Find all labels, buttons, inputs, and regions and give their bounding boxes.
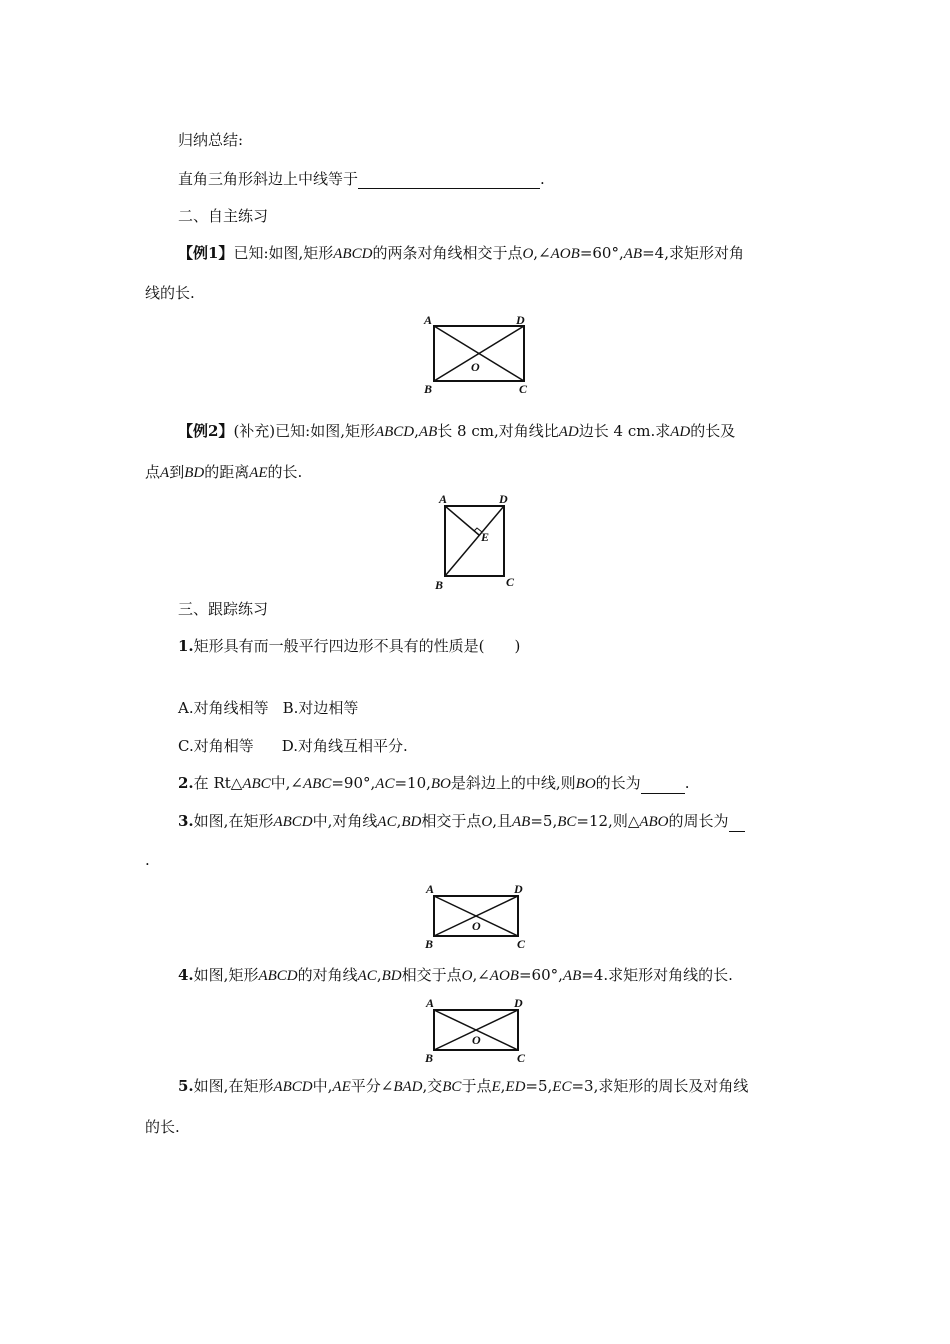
text: 的长. [267, 463, 303, 481]
text: 的距离 [204, 463, 250, 481]
text: 平分∠ [350, 1077, 394, 1095]
q1-options-row1 [178, 698, 358, 718]
text: 的周长为 [668, 812, 729, 830]
label-b: B [425, 937, 434, 951]
var: O [461, 968, 473, 984]
label-o: O [472, 919, 481, 933]
var: EC [552, 1079, 572, 1095]
var: AD [670, 424, 691, 440]
text: 如图,在矩形 [193, 812, 274, 830]
var: ABCD [273, 1079, 313, 1095]
q3-figure [422, 882, 532, 952]
text: , [414, 422, 419, 440]
summary-statement-end: . [540, 170, 545, 188]
text: =10, [394, 774, 431, 792]
q3-line2: . [145, 851, 150, 869]
text: =60°, [579, 244, 624, 262]
text: , [500, 1077, 506, 1095]
var: AB [512, 814, 531, 830]
var: ABC [303, 776, 332, 792]
q3-number: 3. [178, 812, 194, 830]
var: AC [375, 776, 395, 792]
text: , [376, 966, 382, 984]
label-c: C [506, 575, 515, 589]
text: 的两条对角线相交于点 [372, 244, 523, 262]
label-b: B [424, 382, 433, 396]
var: O [522, 246, 534, 262]
q1-option-b[interactable]: B.对边相等 [282, 699, 359, 717]
label-c: C [519, 382, 528, 396]
text: ,交 [422, 1077, 443, 1095]
text: . [684, 774, 690, 792]
text: 于点 [461, 1077, 492, 1095]
q1-option-c[interactable]: C.对角相等 [178, 737, 254, 755]
var: AE [332, 1079, 351, 1095]
var: AOB [550, 246, 580, 262]
label-d: D [499, 492, 508, 506]
q2-answer-blank[interactable] [641, 779, 685, 794]
var: AC [357, 968, 377, 984]
text: =4.求矩形对角线的长. [581, 966, 733, 984]
q2-stem [178, 773, 689, 794]
text: 的长及 [690, 422, 736, 440]
text: 如图,在矩形 [193, 1077, 274, 1095]
var: ABO [639, 814, 669, 830]
var: E [491, 1079, 501, 1095]
label-b: B [435, 578, 444, 592]
q4-stem [178, 965, 733, 986]
text: 中,∠ [270, 774, 303, 792]
text: ,∠ [533, 244, 551, 262]
text: ,∠ [472, 966, 490, 984]
q5-number: 5. [178, 1077, 194, 1095]
var: ABC [242, 776, 271, 792]
example1-tag: 【例1】 [178, 244, 234, 262]
var: BD [381, 968, 402, 984]
q1-number: 1. [178, 637, 194, 655]
summary-statement-text: 直角三角形斜边上中线等于 [178, 170, 359, 188]
label-a: A [439, 492, 448, 506]
example2-line1 [178, 421, 735, 442]
label-a: A [424, 313, 433, 327]
var: BAD [393, 1079, 423, 1095]
var: AOB [489, 968, 519, 984]
text: 的对角线 [297, 966, 358, 984]
var: AD [558, 424, 579, 440]
var: AB [562, 968, 582, 984]
label-o: O [472, 1033, 481, 1047]
q3-answer-blank[interactable] [729, 817, 745, 832]
var: BC [442, 1079, 462, 1095]
text: (补充)已知:如图,矩形 [233, 422, 375, 440]
label-e: E [481, 530, 490, 544]
label-o: O [471, 360, 480, 374]
var: A [160, 465, 170, 481]
text: 在 Rt△ [193, 774, 243, 792]
text: =90°, [331, 774, 376, 792]
label-d: D [514, 882, 523, 896]
text: 边长 4 cm.求 [578, 422, 671, 440]
text: , [396, 812, 402, 830]
var: BD [401, 814, 422, 830]
text: 如图,矩形 [193, 966, 259, 984]
text: =60°, [518, 966, 563, 984]
text: 中, [312, 1077, 333, 1095]
var: BO [430, 776, 451, 792]
example2-tag: 【例2】 [178, 422, 234, 440]
var: BD [184, 465, 205, 481]
example2-line2 [145, 462, 302, 483]
var: AB [623, 246, 643, 262]
label-c: C [517, 1051, 526, 1065]
text: 是斜边上的中线,则 [450, 774, 576, 792]
text: =3,求矩形的周长及对角线 [571, 1077, 749, 1095]
var: ABCD [273, 814, 313, 830]
var: O [481, 814, 493, 830]
var: AC [377, 814, 397, 830]
text: 相交于点 [401, 966, 462, 984]
q1-options-row2 [178, 736, 408, 756]
var: AB [418, 424, 438, 440]
text: 长 8 cm,对角线比 [437, 422, 559, 440]
var: ABCD [374, 424, 415, 440]
text: 到 [169, 463, 185, 481]
text: 已知:如图,矩形 [233, 244, 334, 262]
summary-heading: 归纳总结: [178, 131, 244, 149]
label-d: D [516, 313, 525, 327]
text: ,且 [492, 812, 512, 830]
var: AE [249, 465, 268, 481]
q4-figure [422, 996, 532, 1066]
text: 点 [145, 463, 161, 481]
var: ABCD [258, 968, 298, 984]
q1-stem [178, 636, 520, 656]
label-c: C [517, 937, 526, 951]
example1-line1 [178, 243, 744, 264]
label-d: D [514, 996, 523, 1010]
var: ED [505, 1079, 526, 1095]
text: =12,则△ [576, 812, 640, 830]
q4-number: 4. [178, 966, 194, 984]
text: =5, [530, 812, 558, 830]
label-a: A [426, 882, 435, 896]
text: 中,对角线 [312, 812, 378, 830]
q5-stem [178, 1076, 748, 1097]
example1-figure [420, 314, 540, 399]
label-a: A [426, 996, 435, 1010]
q5-line2: 的长. [145, 1118, 180, 1136]
q3-stem [178, 811, 745, 832]
var: BO [575, 776, 596, 792]
text: 相交于点 [421, 812, 482, 830]
diagonal-bd [445, 506, 504, 576]
text: 的长为 [595, 774, 641, 792]
example1-line2: 线的长. [145, 284, 195, 302]
text: =4,求矩形对角 [642, 244, 744, 262]
q1-text: 矩形具有而一般平行四边形不具有的性质是( ) [193, 637, 521, 655]
q1-option-d[interactable]: D.对角线互相平分. [281, 737, 408, 755]
q2-number: 2. [178, 774, 194, 792]
var: ABCD [333, 246, 373, 262]
answer-blank[interactable] [358, 174, 540, 189]
q1-option-a[interactable]: A.对角线相等 [178, 699, 269, 717]
text: =5, [525, 1077, 553, 1095]
example2-figure [432, 492, 522, 592]
section3-title: 三、跟踪练习 [178, 600, 269, 618]
section2-title: 二、自主练习 [178, 207, 269, 225]
label-b: B [425, 1051, 434, 1065]
summary-statement [178, 169, 545, 189]
var: BC [557, 814, 577, 830]
